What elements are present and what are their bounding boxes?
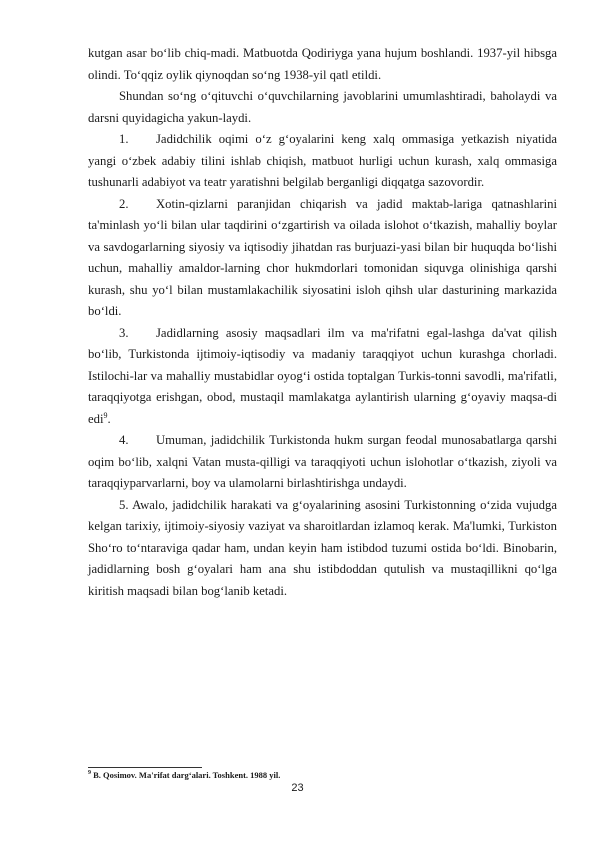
document-body (88, 43, 557, 602)
summary-paragraph: Shundan so‘ng o‘qituvchi o‘quvchilarning javoblarini umumlashtiradi, baholaydi va darsni quyidagicha yakun-laydi. (88, 89, 557, 125)
list-item-text: Xotin-qizlarni paranjidan chiqarish va jadid maktab-lariga qatnashlarini ta'minlash yo‘li bilan ular taqdirini o‘zgartirish va oilada islohot o‘tkazish, mahalliy boylar va savdogarlarning siyosiy va iqtisodiy jihatdan ras burjuazi-yasi bilan bir huquqda bo‘lishi uchun, mahalliy amaldor-larning chor hukmdorlari tomonidan siquvga olinishiga qarshi kurash, shu yo‘l bilan mustamlakachilik siyosatini isloh qihsh ular dasturining markazida bo‘ldi. (88, 196, 557, 318)
list-item-5: 5. Awalo, jadidchilik harakati va g‘oyalarining asosini Turkistonning o‘zida vujudga kelgan tarixiy, ijtimoiy-siyosiy vaziyat va sharoitlardan izlamoq kerak. Ma'lumki, Turkiston Sho‘ro to‘ntaraviga qadar ham, undan keyin ham istibdod tuzumi ostida bo‘ldi. Binobarin, jadidlarning bosh g‘oyalari ham ana shu istibdoddan qutulish va mustaqillikni qo‘lga kiritish maqsadi bilan bog‘lanib ketadi. (88, 497, 557, 598)
list-item-number: 2. (119, 196, 129, 211)
intro-paragraph: kutgan asar bo‘lib chiq-madi. Matbuotda Qodiriyga yana hujum boshlandi. 1937-yil hibsga olindi. To‘qqiz oylik qiynoqdan so‘ng 1938-yil qatl etildi. (88, 46, 557, 82)
list-item-number: 4. (119, 433, 129, 447)
list-item-number: 3. (119, 325, 129, 340)
page-number: 23 (291, 782, 304, 794)
list-item-4 (88, 430, 557, 495)
list-item-1 (88, 129, 557, 194)
list-item-number: 1. (119, 132, 129, 146)
footnote-number: 9 (88, 770, 91, 777)
list-item-text: Umuman, jadidchilik Turkistonda hukm surgan feodal munosabatlarga qarshi oqim bo‘lib, xalqni Vatan musta-qilligi va taraqqiyoti uchun islohotlar o‘tkazish, ziyoli va taraqqiyparvarlarni, boy va ulamolarni birlashtirishga undaydi. (88, 433, 557, 490)
list-item-text: Jadidlarning asosiy maqsadlari ilm va ma'rifatni egal-lashga da'vat qilish bo‘lib, Turkistonda ijtimoiy-iqtisodiy va madaniy taraqqiyot uchun kurashga chorladi. Istilochi-lar va mahalliy mustabidlar oyog‘i ostida toptalgan Turkis-tonni savodli, ma'rifatli, taraqqiyotga erishgan, obod, mustaqil mamlakatga aylantirish ularning g‘oyaviy maqsa-di edi (88, 325, 557, 426)
footnote (88, 770, 280, 781)
list-item-end: . (107, 411, 111, 426)
list-item-2 (88, 194, 557, 323)
footnote-divider (88, 767, 202, 768)
footnote-text: B. Qosimov. Ma'rifat darg‘alari. Toshkent. 1988 yil. (91, 770, 281, 780)
list-item-3 (88, 323, 557, 431)
list-item-text: Jadidchilik oqimi o‘z g‘oyalarini keng xalq ommasiga yetkazish niyatida yangi o‘zbek adabiy tilini ishlab chiqish, matbuot hurligi uchun kurash, xalq ommasiga tushunarli adabiyot va teatr yaratishni belgilab berganligi diqqatga sazovordir. (88, 132, 557, 189)
footnote-reference[interactable]: 9 (103, 410, 108, 420)
